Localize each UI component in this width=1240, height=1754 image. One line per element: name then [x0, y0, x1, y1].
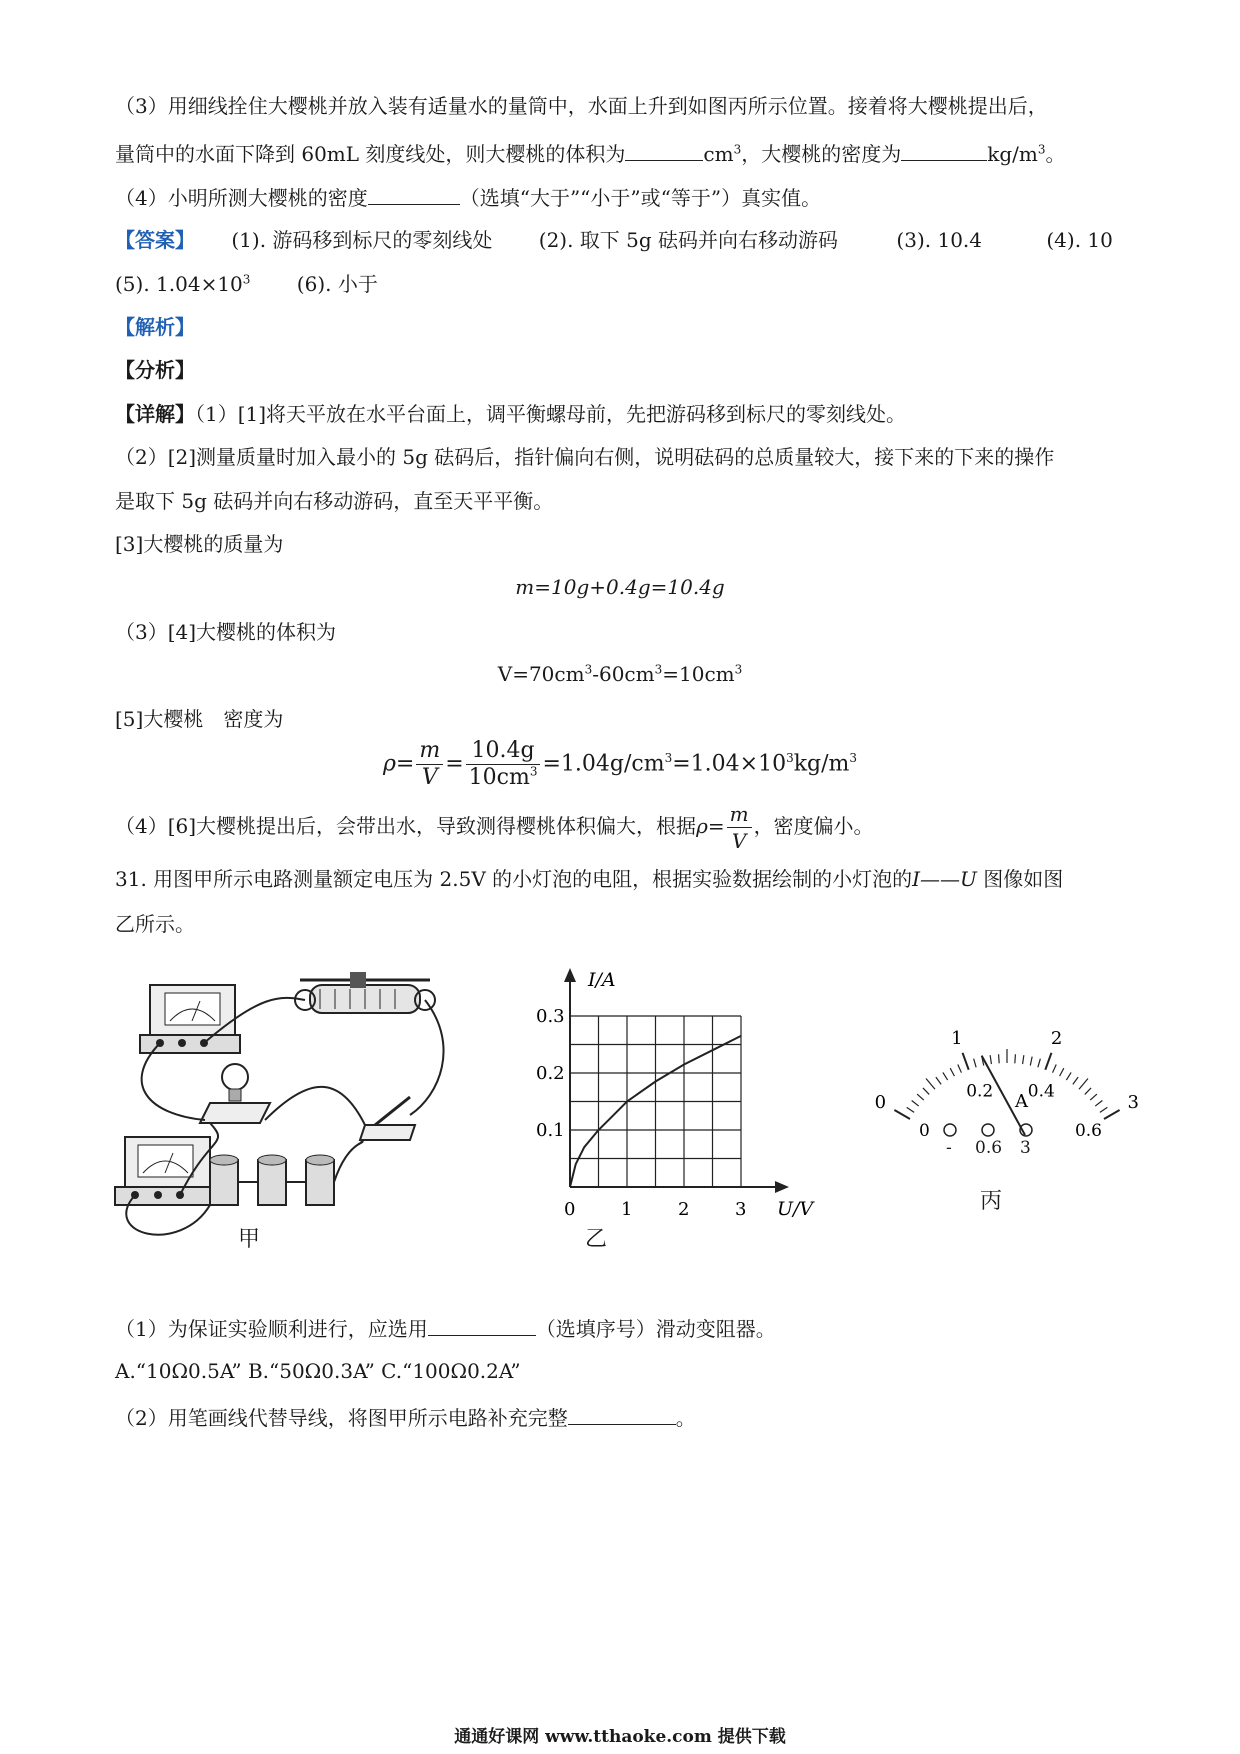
answer-line2: (5). $1.04\times 10^3$ (6). 小于	[115, 272, 378, 296]
y-tick-label: 0.2	[536, 1063, 565, 1084]
dial-tick	[917, 1094, 924, 1100]
dial-tick	[963, 1053, 969, 1070]
dial-tick	[1079, 1078, 1088, 1089]
terminal-label-06: 0.6	[975, 1138, 1003, 1158]
y-tick-label: 0.3	[536, 1006, 565, 1027]
dial-tick	[1053, 1064, 1057, 1072]
question-3-line1: （3）用细线拴住大樱桃并放入装有适量水的量筒中，水面上升到如图丙所示位置。接着将大樱桃提出后，	[115, 94, 1048, 118]
dial-top-label: 3	[1127, 1092, 1139, 1113]
lamp-icon	[200, 1064, 270, 1123]
x-tick-label: 1	[621, 1199, 633, 1220]
answer-blank	[368, 182, 460, 205]
dial-top-label: 0	[875, 1092, 887, 1113]
subquestion-1: （1）为保证实验顺利进行，应选用 （选填序号）滑动变阻器。	[115, 1313, 776, 1343]
x-axis-label: U/V	[777, 1198, 814, 1220]
y-axis-arrow	[564, 968, 576, 982]
circuit-figure	[110, 955, 480, 1275]
rheostat-icon	[295, 972, 435, 1013]
answer-blank	[901, 138, 987, 161]
dial-tick	[1085, 1088, 1091, 1094]
dial-tick	[1104, 1110, 1120, 1119]
dial-tick	[1030, 1057, 1032, 1066]
fenxi-tag: 【分析】	[115, 358, 195, 382]
dial-tick	[936, 1077, 941, 1084]
detail-6: （4）[6]大樱桃提出后，会带出水，导致测得樱桃体积偏大，根据ρ= $\frac{m}{V}$ ，密度偏小。	[115, 802, 874, 853]
dial-tick	[1045, 1053, 1051, 1070]
dial-tick	[1100, 1107, 1107, 1112]
y-tick-label: 0.1	[536, 1120, 565, 1141]
answer-tag: 【答案】	[115, 228, 195, 252]
detail-2b: 是取下 5g 砝码并向右移动游码，直至天平平衡。	[115, 489, 554, 513]
dial-tick	[1090, 1094, 1097, 1100]
dial-top-label: 1	[951, 1027, 963, 1049]
dial-tick	[999, 1054, 1000, 1063]
question-31: 31. 用图甲所示电路测量额定电压为 2.5V 的小灯泡的电阻，根据实验数据绘制的小灯泡的I——U 图像如图	[115, 867, 1064, 891]
dial-tick	[1073, 1077, 1078, 1084]
y-axis-label: I/A	[588, 969, 616, 991]
subquestion-2: （2）用笔画线代替导线，将图甲所示电路补充完整 。	[115, 1402, 696, 1432]
x-tick-label: 3	[735, 1199, 747, 1220]
dial-bottom-label: 0.6	[1074, 1121, 1102, 1141]
switch-icon	[360, 1097, 415, 1140]
dial-unit: A	[1015, 1091, 1028, 1112]
dial-bottom-label: 0.2	[966, 1081, 994, 1102]
question-31-line2: 乙所示。	[115, 912, 195, 936]
dial-tick	[1095, 1101, 1102, 1107]
question-3-line2: 量筒中的水面下降到 60mL 刻度线处，则大樱桃的体积为 $cm^3$，大樱桃的密度为 $kg/m^3$。	[115, 138, 1066, 168]
dial-tick	[943, 1072, 948, 1080]
question-4: （4）小明所测大樱桃的密度 （选填“大于”“小于”或“等于”）真实值。	[115, 182, 821, 212]
dial-tick	[1038, 1059, 1040, 1068]
answer-blank	[428, 1313, 536, 1336]
dial-tick	[950, 1068, 954, 1076]
dial-tick	[923, 1088, 929, 1094]
dial-tick	[894, 1110, 910, 1119]
answer-blank	[568, 1402, 676, 1425]
dial-bottom-label: 0	[919, 1121, 930, 1141]
detail-2a: （2）[2]测量质量时加入最小的 5g 砝码后，指针偏向右侧，说明砝码的总质量较大，接下来的下来的操作	[115, 445, 1055, 469]
equation-volume: $V=70cm^3-60cm^3=10cm^3$	[497, 662, 743, 686]
ammeter-dial-svg	[875, 1000, 1175, 1200]
battery-icon	[210, 1155, 334, 1205]
options: A.“10Ω0.5A” B.“50Ω0.3A” C.“100Ω0.2A”	[115, 1359, 521, 1383]
dial-tick	[1066, 1072, 1071, 1080]
footer: 通通好课网 www.tthaoke.com 提供下载	[454, 1727, 786, 1747]
voltmeter-icon	[140, 985, 240, 1053]
circuit-drawing	[110, 955, 480, 1275]
detail-3-label: [3]大樱桃的质量为	[115, 532, 284, 556]
dial-tick	[1060, 1068, 1064, 1076]
dial-tick	[990, 1055, 991, 1064]
dial-top-label: 2	[1050, 1027, 1063, 1049]
dial-bottom-label: 0.4	[1027, 1081, 1055, 1102]
dial-tick	[907, 1107, 914, 1112]
equation-density: ρ= $\frac{m}{V}$ = $\frac{10.4g}{10cm^3}$ $=1.04g/cm^3=1.04\times 10^3kg/m^3$	[382, 738, 858, 790]
dial-tick	[912, 1101, 919, 1107]
dial-tick	[926, 1078, 935, 1089]
dial-tick	[974, 1059, 976, 1068]
dial-tick	[1015, 1054, 1016, 1063]
terminal-label-neg: -	[946, 1138, 952, 1158]
analysis-tag: 【解析】	[115, 315, 195, 339]
figure-caption-bing: 丙	[980, 1189, 1003, 1214]
x-axis-arrow	[775, 1181, 789, 1193]
answer-line1: 【答案】 (1). 游码移到标尺的零刻线处 (2). 取下 5g 砝码并向右移动游码 (3). 10.4 (4). 10	[115, 228, 1113, 252]
x-tick-label: 2	[678, 1199, 690, 1220]
ammeter-dial	[875, 1000, 1175, 1200]
figure-caption-jia: 甲	[238, 1227, 261, 1252]
terminal-label-3: 3	[1020, 1138, 1031, 1158]
terminal-circles	[940, 1120, 1060, 1140]
dial-tick	[958, 1064, 962, 1072]
x-tick-label: 0	[564, 1199, 576, 1220]
answer-blank	[625, 138, 703, 161]
detail-5-label: [5]大樱桃 密度为	[115, 707, 284, 731]
iu-chart-svg	[510, 955, 820, 1245]
ammeter-icon	[115, 1137, 215, 1205]
dial-tick	[1023, 1055, 1024, 1064]
figure-caption-yi: 乙	[585, 1227, 608, 1252]
detail-4-label: （3）[4]大樱桃的体积为	[115, 620, 337, 644]
detail-1: 【详解】（1）[1]将天平放在水平台面上，调平衡螺母前，先把游码移到标尺的零刻线处。	[115, 402, 907, 426]
equation-mass: m=10g+0.4g=10.4g	[515, 575, 725, 599]
iu-chart	[510, 955, 820, 1245]
